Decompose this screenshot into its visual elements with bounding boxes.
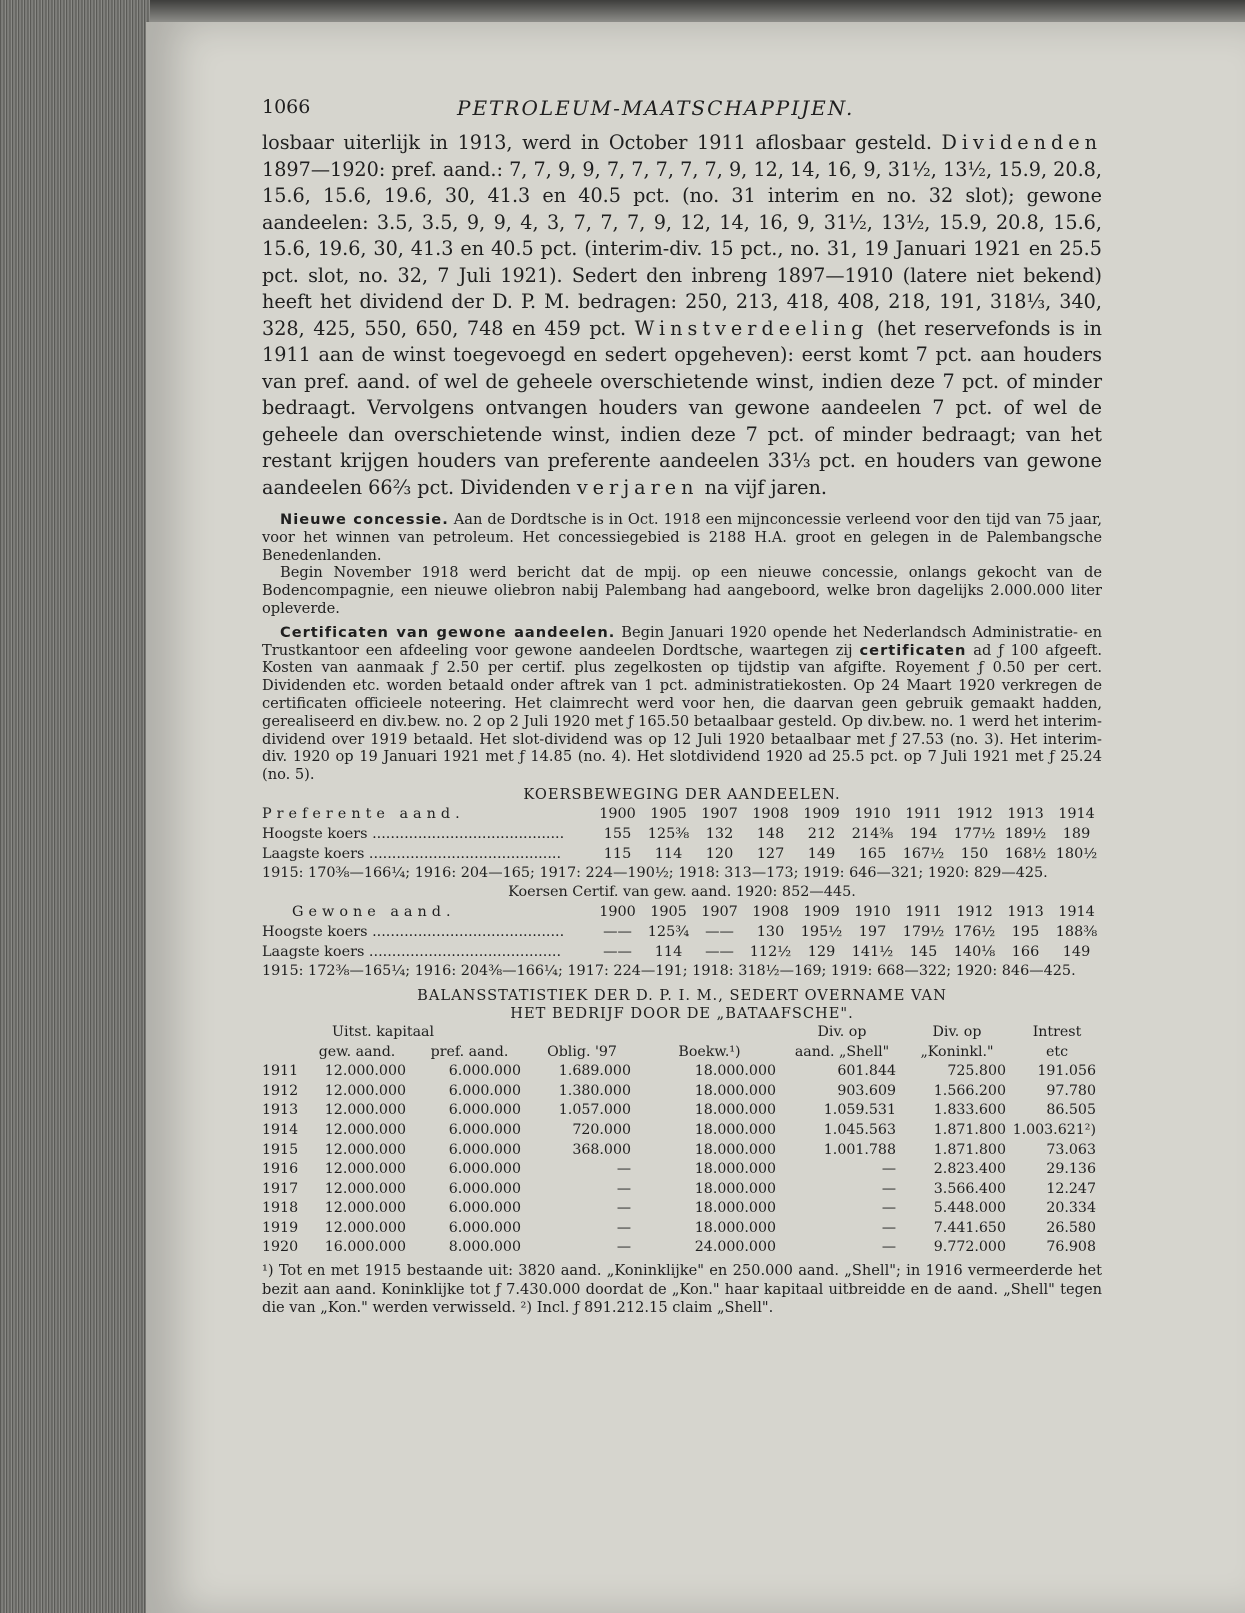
koers-cell: 141½ xyxy=(851,943,894,960)
balans-header-cell: Intrest xyxy=(1032,1023,1082,1040)
koers-cell: 132 xyxy=(705,825,734,842)
balans-cell: 18.000.000 xyxy=(694,1102,776,1119)
page-content xyxy=(262,90,1102,1318)
balans-cell: 18.000.000 xyxy=(694,1219,776,1236)
balans-cell: 12.000.000 xyxy=(324,1121,406,1138)
balans-cell: 12.000.000 xyxy=(324,1063,406,1080)
balans-cell: 12.000.000 xyxy=(324,1219,406,1236)
koers-row xyxy=(262,844,1102,864)
balans-header-cell: pref. aand. xyxy=(430,1043,509,1060)
koers-cell: 125⅜ xyxy=(647,825,690,842)
balans-row xyxy=(262,1121,1102,1141)
koers-cell: 214⅜ xyxy=(851,825,894,842)
balans-header-cell: aand. „Shell" xyxy=(794,1043,890,1060)
page-number: 1066 xyxy=(262,96,311,118)
koers-cell: 145 xyxy=(909,943,938,960)
balans-cell: 1.871.800 xyxy=(933,1121,1006,1138)
certif-koers-line: Koersen Certif. van gew. aand. 1920: 852—445. xyxy=(508,883,856,900)
balans-cell: 6.000.000 xyxy=(448,1200,521,1217)
koers-cell: 177½ xyxy=(953,825,996,842)
year-header: 1900 xyxy=(599,805,636,822)
balans-cell: 601.844 xyxy=(837,1063,896,1080)
balans-header-cell: Div. op xyxy=(932,1023,982,1040)
gewone-header-row xyxy=(262,902,1102,922)
balans-header-cell: etc xyxy=(1045,1043,1069,1060)
year-header: 1911 xyxy=(905,903,942,920)
koers-cell: 125¾ xyxy=(647,923,690,940)
winstverdeeling-heading: Winstverdeeling xyxy=(634,316,869,340)
koers-cell: 148 xyxy=(756,825,785,842)
balans-row xyxy=(262,1238,1102,1258)
balans-cell: 1.689.000 xyxy=(558,1063,631,1080)
koers-row xyxy=(262,922,1102,942)
balans-cell: 6.000.000 xyxy=(448,1082,521,1099)
koers-cell: 115 xyxy=(603,845,632,862)
year-header: 1907 xyxy=(701,805,738,822)
year-header: 1905 xyxy=(650,805,687,822)
koers-cell: 168½ xyxy=(1004,845,1047,862)
koers-row-label: Hoogste koers .......................................... xyxy=(262,825,565,842)
koers-cell: —— xyxy=(603,943,632,960)
year-header: 1909 xyxy=(803,903,840,920)
gewone-label: Gewone aand. xyxy=(292,903,456,920)
balans-header-cell xyxy=(527,1023,637,1043)
balans-header-cell xyxy=(262,1043,302,1063)
balans-cell: 5.448.000 xyxy=(933,1200,1006,1217)
gewone-koers-rows xyxy=(262,922,1102,962)
year-header: 1907 xyxy=(701,903,738,920)
balans-cell: 1.833.600 xyxy=(933,1102,1006,1119)
koers-cell: 129 xyxy=(807,943,836,960)
certificaten-section xyxy=(262,624,1102,784)
dividend-text-1: losbaar uiterlijk in 1913, werd in October 1911 aflosbaar gesteld. xyxy=(262,131,942,154)
koers-cell: 179½ xyxy=(902,923,945,940)
year-header: 1913 xyxy=(1007,805,1044,822)
koers-row-label: Hoogste koers .......................................... xyxy=(262,923,565,940)
balans-cell: 12.000.000 xyxy=(324,1082,406,1099)
balans-header-cell: Boekw.¹) xyxy=(678,1043,741,1060)
balans-year: 1912 xyxy=(262,1082,299,1099)
balans-cell: 20.334 xyxy=(1046,1200,1096,1217)
balans-row xyxy=(262,1180,1102,1200)
balans-cell: — xyxy=(881,1219,896,1236)
nieuwe-concessie-text-2: Begin November 1918 werd bericht dat de mpij. op een nieuwe concessie, onlangs gekocht van de Bodencompagnie, een nieuwe oliebron nabij Palembang had aangeboord, welke bron dagelijks 2.000.000 liter opleverde. xyxy=(262,564,1102,617)
balans-header-cell xyxy=(262,1023,302,1043)
book-top-edge xyxy=(150,0,1245,22)
balans-header-cell: Div. op xyxy=(817,1023,867,1040)
koers-cell: —— xyxy=(603,923,632,940)
koers-cell: 197 xyxy=(858,923,887,940)
nieuwe-concessie-heading: Nieuwe concessie. xyxy=(280,511,449,528)
dividenden-heading: Dividenden xyxy=(941,131,1102,154)
page-header xyxy=(262,90,1102,130)
balans-header-cell: gew. aand. xyxy=(318,1043,396,1060)
balans-year: 1918 xyxy=(262,1200,299,1217)
balans-cell: 7.441.650 xyxy=(933,1219,1006,1236)
balans-cell: 18.000.000 xyxy=(694,1082,776,1099)
koers-cell: 194 xyxy=(909,825,938,842)
balans-cell: 720.000 xyxy=(572,1121,631,1138)
koers-cell: 189 xyxy=(1062,825,1091,842)
balans-cell: 18.000.000 xyxy=(694,1141,776,1158)
balans-year: 1915 xyxy=(262,1141,299,1158)
certificaten-heading: Certificaten van gewone aandeelen. xyxy=(280,623,616,641)
balans-cell: — xyxy=(616,1239,631,1256)
nieuwe-concessie-section xyxy=(262,511,1102,618)
balans-cell: 12.000.000 xyxy=(324,1161,406,1178)
balans-row xyxy=(262,1199,1102,1219)
balans-cell: 73.063 xyxy=(1046,1141,1096,1158)
balans-cell: 12.000.000 xyxy=(324,1102,406,1119)
balans-cell: 903.609 xyxy=(837,1082,896,1099)
koers-cell: 165 xyxy=(858,845,887,862)
pref-summary: 1915: 170⅜—166¼; 1916: 204—165; 1917: 224—190½; 1918: 313—173; 1919: 646—321; 1920: 829—425. xyxy=(262,864,1048,881)
running-title: PETROLEUM-MAATSCHAPPIJEN. xyxy=(457,96,855,120)
koers-cell: 149 xyxy=(807,845,836,862)
koers-cell: —— xyxy=(705,923,734,940)
koers-row xyxy=(262,942,1102,962)
balans-row xyxy=(262,1219,1102,1239)
balans-header-cell: Uitst. kapitaal xyxy=(332,1023,435,1040)
balans-cell: — xyxy=(616,1200,631,1217)
balans-cell: 2.823.400 xyxy=(933,1161,1006,1178)
balans-year: 1913 xyxy=(262,1102,299,1119)
balans-cell: 12.247 xyxy=(1046,1180,1096,1197)
balans-title-1: BALANSSTATISTIEK DER D. P. I. M., SEDERT OVERNAME VAN xyxy=(417,986,947,1004)
balans-cell: — xyxy=(881,1200,896,1217)
balans-cell: 6.000.000 xyxy=(448,1102,521,1119)
balans-year: 1920 xyxy=(262,1239,299,1256)
koers-cell: 120 xyxy=(705,845,734,862)
balans-row xyxy=(262,1101,1102,1121)
balans-row xyxy=(262,1082,1102,1102)
year-header: 1905 xyxy=(650,903,687,920)
year-header: 1913 xyxy=(1007,903,1044,920)
year-header: 1910 xyxy=(854,903,891,920)
balans-cell: 12.000.000 xyxy=(324,1141,406,1158)
koers-cell: 114 xyxy=(654,943,683,960)
certificaten-bold-word: certificaten xyxy=(859,641,967,659)
koers-cell: 189½ xyxy=(1004,825,1047,842)
dividend-paragraph xyxy=(262,130,1102,501)
balans-cell: 6.000.000 xyxy=(448,1219,521,1236)
balans-cell: 725.800 xyxy=(947,1063,1006,1080)
koers-cell: 114 xyxy=(654,845,683,862)
koers-cell: 140⅛ xyxy=(953,943,996,960)
koers-cell: 188⅜ xyxy=(1055,923,1098,940)
balans-cell: 18.000.000 xyxy=(694,1180,776,1197)
book-page-edges xyxy=(0,0,150,1613)
koers-row xyxy=(262,824,1102,844)
balans-cell: 97.780 xyxy=(1046,1082,1096,1099)
balans-year: 1917 xyxy=(262,1180,299,1197)
balans-cell: 18.000.000 xyxy=(694,1200,776,1217)
balans-cell: 6.000.000 xyxy=(448,1180,521,1197)
balans-cell: 1.045.563 xyxy=(823,1121,896,1138)
pref-koers-rows xyxy=(262,824,1102,864)
balans-row xyxy=(262,1062,1102,1082)
footnote xyxy=(262,1262,1102,1318)
balans-title-2: HET BEDRIJF DOOR DE „BATAAFSCHE". xyxy=(510,1004,854,1022)
koers-cell: 195½ xyxy=(800,923,843,940)
balans-cell: 191.056 xyxy=(1037,1063,1096,1080)
koers-cell: 212 xyxy=(807,825,836,842)
balans-cell: 1.057.000 xyxy=(558,1102,631,1119)
balans-cell: 9.772.000 xyxy=(933,1239,1006,1256)
balans-cell: — xyxy=(616,1161,631,1178)
balans-header-cell: Oblig. '97 xyxy=(547,1043,617,1060)
balans-year: 1916 xyxy=(262,1161,299,1178)
balans-cell: 1.566.200 xyxy=(933,1082,1006,1099)
balans-cell: 12.000.000 xyxy=(324,1200,406,1217)
balans-header-bottom xyxy=(262,1043,1102,1063)
balans-cell: 29.136 xyxy=(1046,1161,1096,1178)
balans-header-top xyxy=(262,1023,1102,1043)
balans-cell: 1.003.621²) xyxy=(1012,1121,1096,1138)
balans-cell: 1.871.800 xyxy=(933,1141,1006,1158)
balans-rows xyxy=(262,1062,1102,1258)
balans-cell: 18.000.000 xyxy=(694,1161,776,1178)
year-header: 1912 xyxy=(956,805,993,822)
koers-cell: 150 xyxy=(960,845,989,862)
koers-cell: 166 xyxy=(1011,943,1040,960)
balans-cell: 6.000.000 xyxy=(448,1141,521,1158)
balans-cell: 6.000.000 xyxy=(448,1161,521,1178)
balans-cell: 86.505 xyxy=(1046,1102,1096,1119)
year-header: 1912 xyxy=(956,903,993,920)
koers-cell: 112½ xyxy=(749,943,792,960)
koers-row-label: Laagste koers .......................................... xyxy=(262,943,562,960)
koers-cell: 149 xyxy=(1062,943,1091,960)
koers-row-label: Laagste koers .......................................... xyxy=(262,845,562,862)
year-header: 1914 xyxy=(1058,805,1095,822)
footnote-text: ¹) Tot en met 1915 bestaande uit: 3820 aand. „Koninklijke" en 250.000 aand. „Shell"; in 1916 vermeerderde het bezit aan aand. Koninklijke tot ƒ 7.430.000 doordat de „Kon." haar kapitaal uitbreidde en de aand. „Shell" tegen die van „Kon." werden verwisseld. ²) Incl. ƒ 891.212.15 claim „Shell". xyxy=(262,1262,1102,1317)
balans-cell: 368.000 xyxy=(572,1141,631,1158)
balans-year: 1911 xyxy=(262,1063,299,1080)
balans-header-cell xyxy=(637,1023,782,1043)
koers-cell: 167½ xyxy=(902,845,945,862)
balans-row xyxy=(262,1141,1102,1161)
koers-cell: 127 xyxy=(756,845,785,862)
certificaten-text-2: ad ƒ 100 afgeeft. Kosten van aanmaak ƒ 2.50 per certif. plus zegelkosten op tijdstip van afgifte. Royement ƒ 0.50 per cert. Dividenden etc. worden betaald onder aftrek van 1 pct. administratiekosten. Op 24 Maart 1920 verkregen de certificaten officieele noteering. Het claimrecht werd voor hen, die daarvan geen gebruik gemaakt hadden, gerealiseerd en div.bew. no. 2 op 2 Juli 1920 met ƒ 165.50 betaalbaar gesteld. Op div.bew. no. 1 werd het interim-dividend over 1919 betaald. Het slot-dividend was op 12 Juli 1920 betaalbaar met ƒ 27.53 (no. 3). Het interim-div. 1920 op 19 Januari 1921 met ƒ 14.85 (no. 4). Het slotdividend 1920 ad 25.5 pct. op 7 Juli 1921 met ƒ 25.24 (no. 5). xyxy=(262,641,1103,784)
balans-year: 1914 xyxy=(262,1121,299,1138)
balans-cell: 1.380.000 xyxy=(558,1082,631,1099)
balans-cell: 12.000.000 xyxy=(324,1180,406,1197)
balans-cell: 1.059.531 xyxy=(823,1102,896,1119)
pref-header-row xyxy=(262,804,1102,824)
certificaten-text-1: Begin Januari 1920 opende het Nederlandsch Administratie- en Trustkantoor een afdeeling voor gewone aandeelen Dordtsche, waartegen zij xyxy=(262,623,1102,659)
koers-cell: 176½ xyxy=(953,923,996,940)
year-header: 1900 xyxy=(599,903,636,920)
dividend-text-3: (het reservefonds is in 1911 aan de winst toegevoegd en sedert opgeheven): eerst komt 7 pct. aan houders van pref. aand. of wel de geheele overschietende winst, indien deze 7 pct. of minder bedraagt. Vervolgens ontvangen houders van gewone aandeelen 7 pct. of wel de geheele dan overschietende winst, indien deze 7 pct. of minder bedraagt; van het restant krijgen houders van preferente aandeelen 33⅓ pct. en houders van gewone aandeelen 66⅔ pct. Dividenden xyxy=(262,316,1102,499)
balans-cell: — xyxy=(616,1219,631,1236)
pref-label: Preferente aand. xyxy=(262,805,465,822)
balans-cell: — xyxy=(881,1239,896,1256)
gewone-summary: 1915: 172⅜—165¼; 1916: 204⅜—166¼; 1917: 224—191; 1918: 318½—169; 1919: 668—322; 1920: 846—425. xyxy=(262,962,1076,979)
koers-cell: 195 xyxy=(1011,923,1040,940)
balans-row xyxy=(262,1160,1102,1180)
koers-table-title: KOERSBEWEGING DER AANDEELEN. xyxy=(523,785,841,803)
dividend-text-2: 1897—1920: pref. aand.: 7, 7, 9, 9, 7, 7, 7, 7, 7, 9, 12, 14, 16, 9, 31½, 13½, 15.9, 20.8, 15.6, 15.6, 19.6, 30, 41.3 en 40.5 pct. (no. 31 interim en no. 32 slot); gewone aandeelen: 3.5, 3.5, 9, 9, 4, 3, 7, 7, 7, 9, 12, 14, 16, 9, 31½, 13½, 15.9, 20.8, 15.6, 15.6, 19.6, 30, 41.3 en 40.5 pct. (interim-div. 15 pct., no. 31, 19 Januari 1921 en 25.5 pct. slot, no. 32, 7 Juli 1921). Sedert den inbreng 1897—1910 (latere niet bekend) heeft het dividend der D. P. M. bedragen: 250, 213, 418, 408, 218, 191, 318⅓, 340, 328, 425, 550, 650, 748 en 459 pct. xyxy=(262,157,1102,340)
balans-cell: 8.000.000 xyxy=(448,1239,521,1256)
balans-cell: 24.000.000 xyxy=(694,1239,776,1256)
balans-header-cell: „Koninkl." xyxy=(920,1043,994,1060)
koers-cell: 180½ xyxy=(1055,845,1098,862)
balans-cell: 26.580 xyxy=(1046,1219,1096,1236)
balans-cell: — xyxy=(881,1161,896,1178)
balans-cell: 76.908 xyxy=(1046,1239,1096,1256)
year-header: 1909 xyxy=(803,805,840,822)
year-header: 1910 xyxy=(854,805,891,822)
koers-cell: 130 xyxy=(756,923,785,940)
balans-cell: 18.000.000 xyxy=(694,1063,776,1080)
nieuwe-concessie-text: Aan de Dordtsche is in Oct. 1918 een mijnconcessie verleend voor den tijd van 75 jaar, voor het winnen van petroleum. Het concessiegebied is 2188 H.A. groot en gelegen in de Palembangsche Benedenlanden. xyxy=(262,511,1102,564)
balans-cell: 1.001.788 xyxy=(823,1141,896,1158)
year-header: 1911 xyxy=(905,805,942,822)
dividend-text-4: na vijf jaren. xyxy=(698,475,827,499)
balans-cell: 6.000.000 xyxy=(448,1121,521,1138)
balans-cell: 3.566.400 xyxy=(933,1180,1006,1197)
verjaren-word: verjaren xyxy=(576,475,699,499)
year-header: 1908 xyxy=(752,805,789,822)
koers-cell: —— xyxy=(705,943,734,960)
balans-cell: 6.000.000 xyxy=(448,1063,521,1080)
balans-cell: — xyxy=(616,1180,631,1197)
koers-cell: 155 xyxy=(603,825,632,842)
balans-cell: 18.000.000 xyxy=(694,1121,776,1138)
balans-year: 1919 xyxy=(262,1219,299,1236)
balans-cell: — xyxy=(881,1180,896,1197)
year-header: 1914 xyxy=(1058,903,1095,920)
year-header: 1908 xyxy=(752,903,789,920)
balans-cell: 16.000.000 xyxy=(324,1239,406,1256)
